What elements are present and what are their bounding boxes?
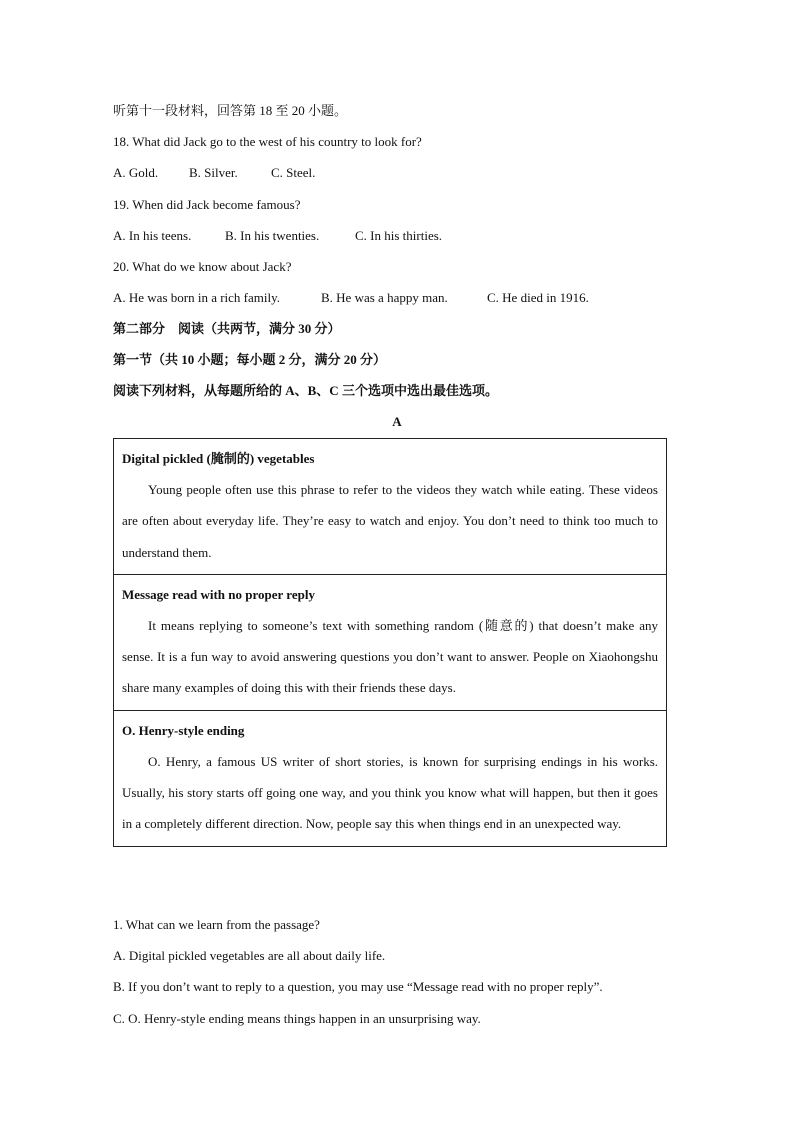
option-c: C. In his thirties. bbox=[355, 228, 443, 243]
option-a: A. Gold. bbox=[113, 165, 159, 180]
reading-instruction: 阅读下列材料，从每题所给的 A、B、C 三个选项中选出最佳选项。 bbox=[113, 383, 498, 398]
entry-digital-pickled-vegetables bbox=[114, 439, 666, 575]
option-c: C. He died in 1916. bbox=[487, 290, 589, 305]
question-18-stem: 18. What did Jack go to the west of his country to look for? bbox=[113, 134, 422, 149]
passage-label: A bbox=[392, 414, 402, 429]
listening-instruction: 听第十一段材料，回答第 18 至 20 小题。 bbox=[113, 103, 348, 118]
entry-title: O. Henry-style ending bbox=[122, 722, 245, 738]
entry-message-read-no-reply bbox=[114, 575, 666, 711]
section-one-title: 第一节（共 10 小题；每小题 2 分，满分 20 分） bbox=[113, 352, 387, 367]
option-a: A. In his teens. bbox=[113, 228, 192, 243]
question-19-options bbox=[113, 228, 442, 244]
question-1-option-a: A. Digital pickled vegetables are all about daily life. bbox=[113, 948, 386, 963]
entry-body: O. Henry, a famous US writer of short stories, is known for surprising endings in his works. Usually, his story starts off going one way, and you think you know what will happen, but then it goes in a completely different direction. Now, people say this when things end in an unexpected way. bbox=[122, 753, 658, 832]
entry-body: Young people often use this phrase to refer to the videos they watch while eating. These videos are often about everyday life. They’re easy to watch and enjoy. You don’t need to think too much to understand them. bbox=[122, 482, 658, 560]
entry-body: It means replying to someone’s text with something random (随意的) that doesn’t make any sense. It is a fun way to avoid answering questions you don’t want to answer. People on Xiaohongshu share many examples of doing this with their friends these days. bbox=[122, 617, 658, 696]
entry-o-henry-ending bbox=[114, 711, 666, 846]
question-1-option-c: C. O. Henry-style ending means things happen in an unsurprising way. bbox=[113, 1011, 481, 1026]
option-b: B. In his twenties. bbox=[225, 228, 320, 243]
option-b: B. Silver. bbox=[189, 165, 238, 180]
option-b: B. He was a happy man. bbox=[321, 290, 448, 305]
entry-title: Digital pickled (腌制的) vegetables bbox=[122, 451, 315, 466]
question-1-option-b: B. If you don’t want to reply to a question, you may use “Message read with no proper reply”. bbox=[113, 979, 603, 994]
part-two-title: 第二部分 阅读（共两节，满分 30 分） bbox=[113, 321, 341, 336]
question-18-options bbox=[113, 165, 315, 181]
question-19-stem: 19. When did Jack become famous? bbox=[113, 197, 301, 212]
question-1-stem: 1. What can we learn from the passage? bbox=[113, 917, 320, 932]
option-a: A. He was born in a rich family. bbox=[113, 290, 281, 305]
question-20-stem: 20. What do we know about Jack? bbox=[113, 259, 292, 274]
passage-table bbox=[113, 438, 667, 847]
entry-title: Message read with no proper reply bbox=[122, 586, 315, 602]
option-c: C. Steel. bbox=[271, 165, 316, 180]
question-20-options bbox=[113, 290, 589, 306]
